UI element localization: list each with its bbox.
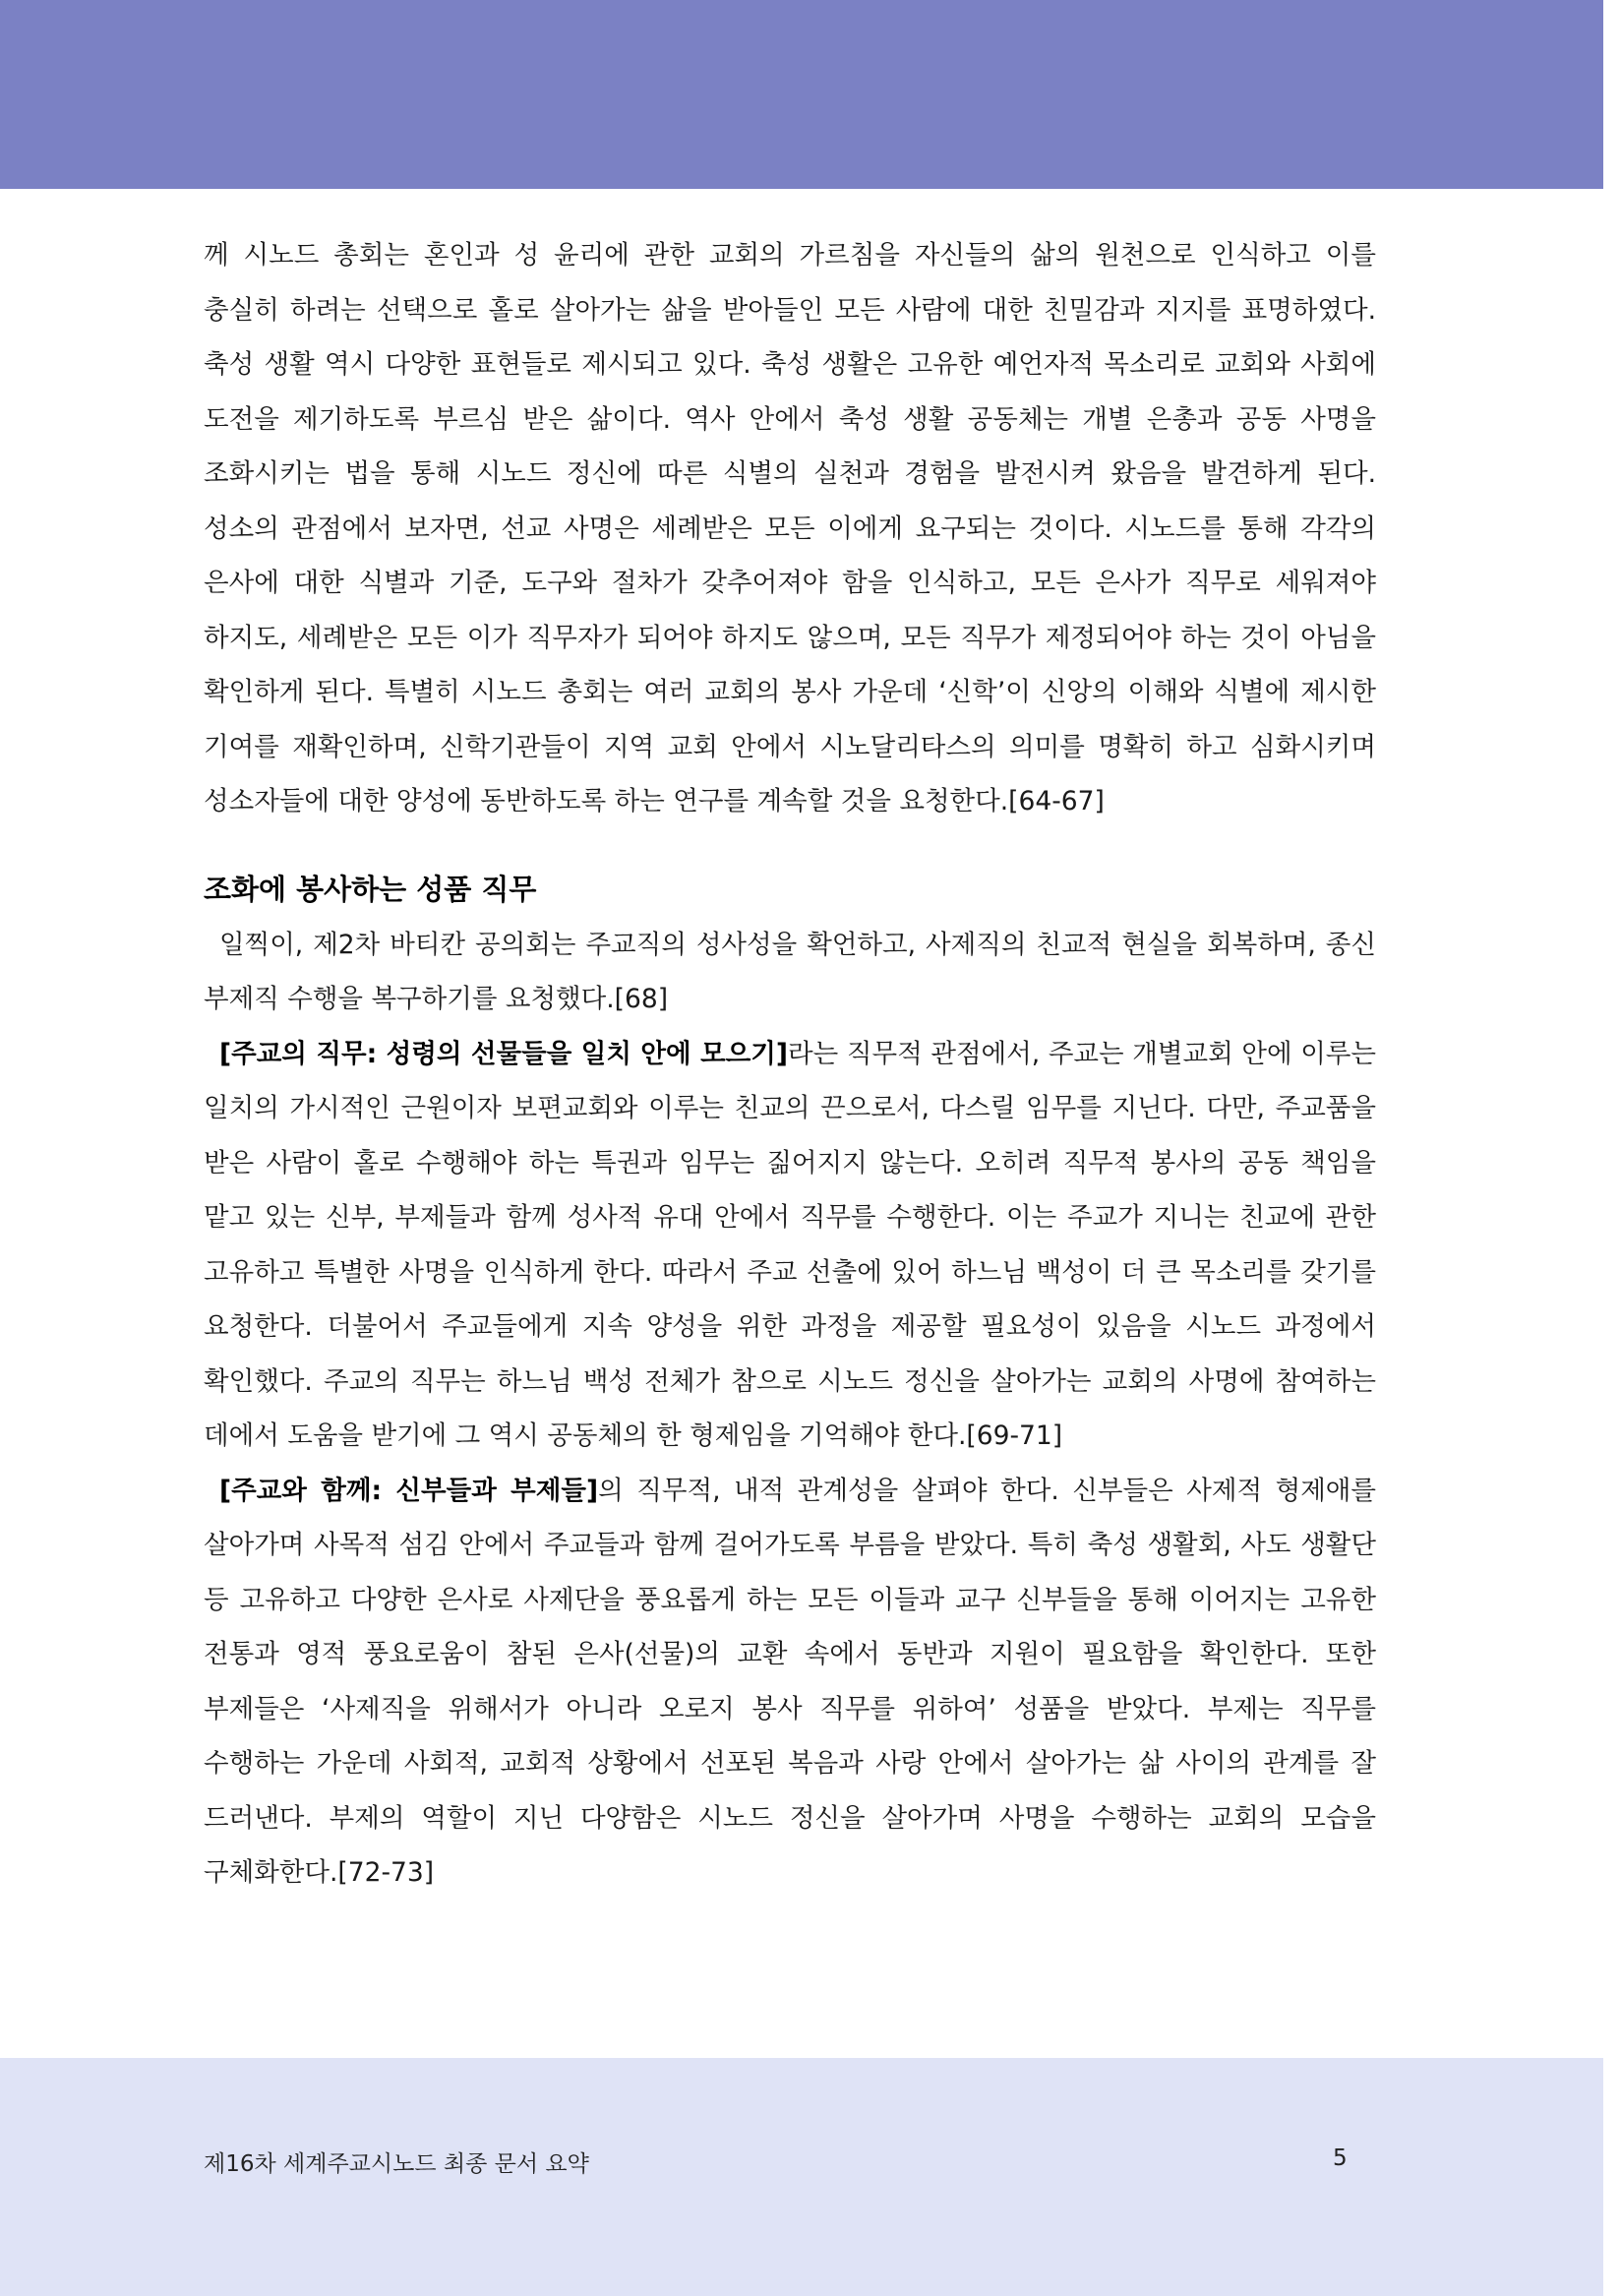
bishop-ministry-lead: [주교의 직무: 성령의 선물들을 일치 안에 모으기]: [219, 1038, 789, 1069]
section-heading: 조화에 봉사하는 성품 직무: [204, 872, 537, 906]
paragraph-priests-deacons: [204, 1464, 1376, 1901]
paragraph-vatican-council: 일찍이, 제2차 바티칸 공의회는 주교직의 성사성을 확언하고, 사제직의 친교적 현실을 회복하며, 종신 부제직 수행을 복구하기를 요청했다.[68]: [204, 929, 1376, 1014]
paragraph-bishop-ministry: [204, 1027, 1376, 1464]
document-body: [204, 228, 1376, 1901]
bishop-ministry-text: 라는 직무적 관점에서, 주교는 개별교회 안에 이루는 일치의 가시적인 근원이자 보편교회와 이루는 친교의 끈으로서, 다스릴 임무를 지닌다. 다만, 주교품을 받은 사람이 홀로 수행해야 하는 특권과 임무는 짊어지지 않는다. 오히려 직무적 봉사의 공동 책임을 맡고 있는 신부, 부제들과 함께 성사적 유대 안에서 직무를 수행한다. 이는 주교가 지니는 친교에 관한 고유하고 특별한 사명을 인식하게 한다. 따라서 주교 선출에 있어 하느님 백성이 더 큰 목소리를 갖기를 요청한다. 더불어서 주교들에게 지속 양성을 위한 과정을 제공할 필요성이 있음을 시노드 과정에서 확인했다. 주교의 직무는 하느님 백성 전체가 참으로 시노드 정신을 살아가는 교회의 사명에 참여하는 데에서 도움을 받기에 그 역시 공동체의 한 형제임을 기억해야 한다.[69-71]: [204, 1038, 1377, 1451]
priests-deacons-text: 의 직무적, 내적 관계성을 살펴야 한다. 신부들은 사제적 형제애를 살아가며 사목적 섬김 안에서 주교들과 함께 걸어가도록 부름을 받았다. 특히 축성 생활회, 사도 생활단 등 고유하고 다양한 은사로 사제단을 풍요롭게 하는 모든 이들과 교구 신부들을 통해 이어지는 고유한 전통과 영적 풍요로움이 참된 은사(선물)의 교환 속에서 동반과 지원이 필요함을 확인한다. 또한 부제들은 ‘사제직을 위해서가 아니라 오로지 봉사 직무를 위하여’ 성품을 받았다. 부제는 직무를 수행하는 가운데 사회적, 교회적 상황에서 선포된 복음과 사랑 안에서 살아가는 삶 사이의 관계를 잘 드러낸다. 부제의 역할이 지닌 다양함은 시노드 정신을 살아가며 사명을 수행하는 교회의 모습을 구체화한다.[72-73]: [204, 1475, 1377, 1888]
header-band: [0, 0, 1603, 189]
paragraph-continuation: 께 시노드 총회는 혼인과 성 윤리에 관한 교회의 가르침을 자신들의 삶의 원천으로 인식하고 이를 충실히 하려는 선택으로 홀로 살아가는 삶을 받아들인 모든 사람에 대한 친밀감과 지지를 표명하였다. 축성 생활 역시 다양한 표현들로 제시되고 있다. 축성 생활은 고유한 예언자적 목소리로 교회와 사회에 도전을 제기하도록 부르심 받은 삶이다. 역사 안에서 축성 생활 공동체는 개별 은총과 공동 사명을 조화시키는 법을 통해 시노드 정신에 따른 식별의 실천과 경험을 발전시켜 왔음을 발견하게 된다. 성소의 관점에서 보자면, 선교 사명은 세례받은 모든 이에게 요구되는 것이다. 시노드를 통해 각각의 은사에 대한 식별과 기준, 도구와 절차가 갖추어져야 함을 인식하고, 모든 은사가 직무로 세워져야 하지도, 세례받은 모든 이가 직무자가 되어야 하지도 않으며, 모든 직무가 제정되어야 하는 것이 아님을 확인하게 된다. 특별히 시노드 총회는 여러 교회의 봉사 가운데 ‘신학’이 신앙의 이해와 식별에 제시한 기여를 재확인하며, 신학기관들이 지역 교회 안에서 시노달리타스의 의미를 명확히 하고 심화시키며 성소자들에 대한 양성에 동반하도록 하는 연구를 계속할 것을 요청한다.[64-67]: [204, 240, 1376, 816]
footer-title: 제16차 세계주교시노드 최종 문서 요약: [204, 2151, 589, 2177]
page-number: 5: [1333, 2145, 1348, 2171]
priests-deacons-lead: [주교와 함께: 신부들과 부제들]: [219, 1475, 599, 1506]
